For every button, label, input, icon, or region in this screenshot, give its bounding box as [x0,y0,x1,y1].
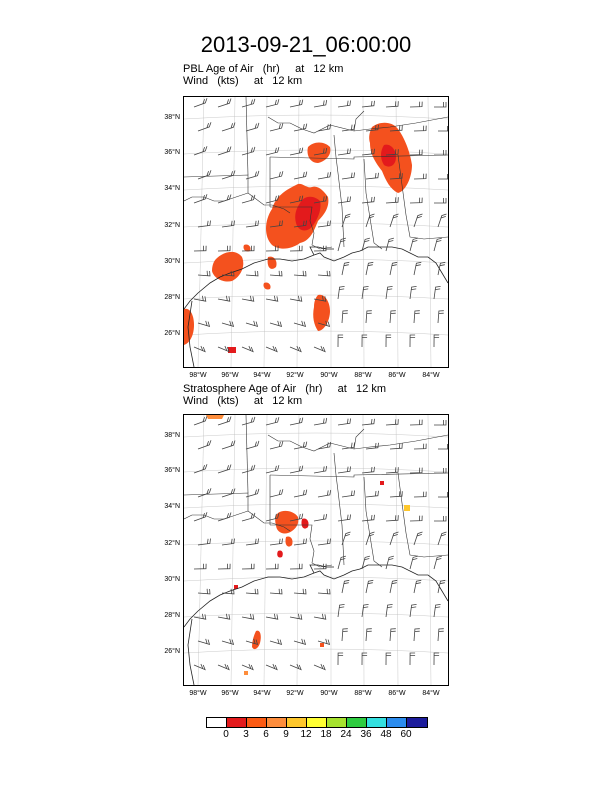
wind-barb [218,513,231,522]
pbl-lon-axis [183,372,447,382]
panel1-title: PBL Age of Air (hr) at 12 km [183,63,344,75]
lat-label: 26°N [164,648,180,655]
age-shading-pbl [184,123,412,353]
wind-barb [386,286,393,299]
wind-barb [198,589,210,594]
wind-barb [414,126,426,131]
wind-barb [266,564,278,569]
wind-barb [434,102,446,107]
wind-barb [194,346,205,352]
wind-barb [434,420,446,425]
map-title: 2013-09-21_06:00:00 [200,32,412,57]
wind-barb [410,238,418,251]
lon-label: 84°W [422,372,440,379]
wind-barb [386,335,391,347]
wind-barb [434,604,441,617]
wind-barb [366,311,372,323]
lon-label: 86°W [388,372,406,379]
wind-barb [342,442,355,449]
colorbar [206,717,428,728]
wind-barb [362,335,367,347]
wind-barb [342,311,348,323]
wind-barb [270,639,282,645]
wind-barb [314,466,327,473]
wind-barb [366,580,373,593]
wind-barb [194,664,205,670]
wind-barb [318,539,331,546]
wind-barb [434,150,446,155]
lon-label: 94°W [253,372,271,379]
wind-barb [294,271,306,276]
wind-barb [198,440,211,449]
wind-barb [194,246,206,251]
wind-barb [362,101,375,107]
colorbar-label: 36 [360,729,372,740]
wind-barb [338,556,346,569]
wind-barb [438,444,448,449]
wind-barb [362,604,369,617]
wind-barb [198,170,211,179]
wind-barb [438,532,447,545]
wind-barb [290,346,301,352]
wind-barb [386,419,398,425]
wind-barb [218,195,231,204]
wind-barb [246,321,258,327]
wind-barb [318,589,330,594]
wind-barb [362,515,375,521]
wind-barb [414,444,426,449]
wind-barb [410,335,415,347]
wind-barb [386,556,394,569]
colorbar-swatch [367,718,387,727]
wind-barb [218,664,229,670]
wind-barb [242,417,255,425]
wind-barb [434,198,446,203]
wind-barb [266,417,279,425]
wind-barb [270,489,283,497]
wind-barb [218,99,231,108]
stratosphere-age-map [183,414,449,686]
lon-label: 92°W [286,690,304,697]
wind-barb [390,580,397,593]
wind-barb [366,443,379,449]
wind-barb [362,653,367,665]
wind-barb [338,148,351,155]
lon-label: 86°W [388,690,406,697]
wind-barb [318,271,330,276]
wind-barb [390,214,399,227]
age-shading-strat [206,415,410,675]
wind-barb [318,172,331,179]
wind-barb [222,539,235,546]
lon-label: 98°W [189,690,207,697]
wind-barb [318,490,331,497]
wind-barb [390,532,399,545]
wind-barb [386,653,391,665]
lon-label: 90°W [320,372,338,379]
colorbar-swatch [307,718,327,727]
wind-barb [410,653,415,665]
wind-barb [362,419,375,425]
wind-barb [266,346,277,352]
wind-barb [338,466,351,473]
wind-barb [414,214,423,227]
pbl-age-map [183,96,449,368]
lon-label: 84°W [422,690,440,697]
wind-barb [434,468,446,473]
wind-barb [246,589,258,594]
wind-barb [270,171,283,179]
lon-label: 90°W [320,690,338,697]
wind-barb [266,296,278,301]
lat-label: 28°N [164,612,180,619]
wind-barb [362,286,369,299]
lat-label: 30°N [164,576,180,583]
wind-barb [434,556,442,569]
wind-barb [270,589,282,594]
wind-barb [218,346,229,352]
colorbar-label: 18 [320,729,332,740]
wind-barb [338,335,343,347]
colorbar-label: 6 [263,729,269,740]
colorbar-labels [216,729,436,741]
colorbar-label: 24 [340,729,352,740]
wind-barb [194,512,207,521]
wind-barb [266,465,279,473]
wind-barb [390,629,396,641]
wind-barb [390,311,396,323]
wind-barb [194,464,207,473]
pbl-lat-axis [152,96,182,366]
colorbar-label: 48 [380,729,392,740]
strat-lat-axis [152,414,182,684]
wind-barb [294,539,307,546]
wind-barb [386,604,393,617]
wind-barb [386,515,398,521]
wind-barb [410,556,418,569]
lon-label: 98°W [189,372,207,379]
wind-barb [386,238,394,251]
lat-label: 26°N [164,330,180,337]
wind-barb [342,262,349,275]
wind-barb [342,214,351,227]
wind-barb [314,100,327,107]
wind-barb [390,262,397,275]
panel1-subtitle: Wind (kts) at 12 km [183,75,303,87]
wind-barb [414,629,420,641]
wind-barb [342,124,355,131]
wind-barb [438,629,444,641]
colorbar-swatch [227,718,247,727]
colorbar-swatch [207,718,227,727]
wind-barb [294,321,306,327]
wind-barb [362,467,375,473]
wind-barb [434,653,439,665]
wind-barb [270,441,283,449]
wind-barb [242,564,254,569]
wind-barb [410,516,422,521]
panel2-subtitle: Wind (kts) at 12 km [183,395,303,407]
wind-barb [270,271,282,276]
wind-barb [290,564,302,569]
wind-barb [222,171,235,180]
wind-barb [246,123,259,131]
wind-barb [290,418,303,425]
colorbar-label: 0 [223,729,229,740]
lat-label: 32°N [164,540,180,547]
wind-barb [222,123,235,132]
wind-barb [414,580,421,593]
colorbar-label: 12 [300,729,312,740]
lat-label: 34°N [164,185,180,192]
wind-barb [366,491,379,497]
wind-barb [242,99,255,107]
wind-barb [314,418,327,425]
wind-barb [294,589,306,594]
wind-barb [314,664,325,670]
wind-barb [198,488,211,497]
wind-barb [366,262,373,275]
wind-barb [386,101,398,107]
wind-barb [414,532,423,545]
wind-barb [338,514,351,521]
lon-label: 96°W [221,690,239,697]
wind-barb [290,296,302,301]
colorbar-label: 60 [400,729,412,740]
wind-barb [290,466,303,473]
wind-barb [194,416,207,425]
wind-barb [410,420,422,425]
wind-barb [434,335,439,347]
wind-barb [438,214,447,227]
wind-barb [338,100,351,107]
lon-label: 94°W [253,690,271,697]
colorbar-swatch [327,718,347,727]
wind-barb [342,172,355,179]
wind-barb [194,146,207,155]
colorbar-swatch [247,718,267,727]
wind-barb [242,296,254,301]
wind-barb [218,564,230,569]
lon-label: 92°W [286,372,304,379]
wind-barb [242,664,253,670]
lat-label: 30°N [164,258,180,265]
wind-barb [362,197,375,203]
wind-barb [218,246,230,251]
colorbar-label: 9 [283,729,289,740]
wind-barb [338,604,345,617]
lon-label: 96°W [221,372,239,379]
colorbar-swatch [407,718,427,727]
wind-barb [218,147,231,156]
lat-label: 36°N [164,149,180,156]
wind-barb [434,238,442,251]
wind-barb [270,539,283,546]
wind-barb [242,195,255,203]
wind-barb [198,271,210,276]
colorbar-swatch [267,718,287,727]
wind-barb [294,639,306,645]
colorbar-swatch [287,718,307,727]
wind-barb [414,174,426,179]
wind-barb [246,441,259,449]
wind-barb [246,271,258,276]
wind-barb [414,492,426,497]
wind-barb [318,221,331,228]
wind-barb [366,629,372,641]
wind-barb [438,311,444,323]
wind-barb [290,100,303,107]
wind-barb [342,629,348,641]
wind-barb [294,172,307,179]
lat-label: 34°N [164,503,180,510]
wind-barb [242,513,255,521]
wind-barb [198,122,211,131]
panel2-title: Stratosphere Age of Air (hr) at 12 km [183,383,386,395]
wind-barb [266,614,278,619]
wind-barb [194,194,207,203]
wind-barb [242,346,253,352]
wind-barb [294,490,307,497]
wind-barb [222,441,235,450]
wind-barb [434,516,446,521]
wind-barb [434,286,441,299]
wind-barb [366,173,379,179]
wind-barb [410,102,422,107]
wind-barb [338,238,346,251]
wind-barb [338,418,351,425]
wind-barb [342,580,349,593]
strat-lon-axis [183,690,447,700]
wind-barb [218,465,231,474]
wind-barb [194,564,206,569]
wind-barb [342,532,351,545]
lat-label: 38°N [164,432,180,439]
wind-barb [194,98,207,107]
wind-barb [290,664,301,670]
wind-barb [222,489,235,498]
lat-label: 28°N [164,294,180,301]
lon-label: 88°W [354,372,372,379]
colorbar-label: 3 [243,729,249,740]
lon-label: 88°W [354,690,372,697]
wind-barb [198,639,210,645]
wind-barb [338,286,345,299]
wind-barb [222,221,235,228]
wind-barb [266,147,279,155]
lat-label: 36°N [164,467,180,474]
wind-barb [242,614,254,619]
wind-barb [438,174,448,179]
wind-barb [290,148,303,155]
wind-barb [266,99,279,107]
wind-barb [438,126,448,131]
colorbar-swatch [347,718,367,727]
wind-barb [198,321,210,327]
wind-barb [414,262,421,275]
wind-barb [270,123,283,131]
wind-barb [414,311,420,323]
wind-barb [386,197,398,203]
colorbar-swatch [387,718,407,727]
lat-label: 32°N [164,222,180,229]
wind-barb [270,321,282,327]
wind-barb [314,346,325,352]
wind-barb [290,614,302,619]
lat-label: 38°N [164,114,180,121]
wind-barb [338,653,343,665]
wind-barb [342,490,355,497]
wind-barb [266,664,277,670]
wind-barb [338,196,351,203]
wind-barb [314,614,326,619]
wind-barb [410,198,422,203]
wind-barb [438,492,448,497]
wind-barb [314,514,327,521]
